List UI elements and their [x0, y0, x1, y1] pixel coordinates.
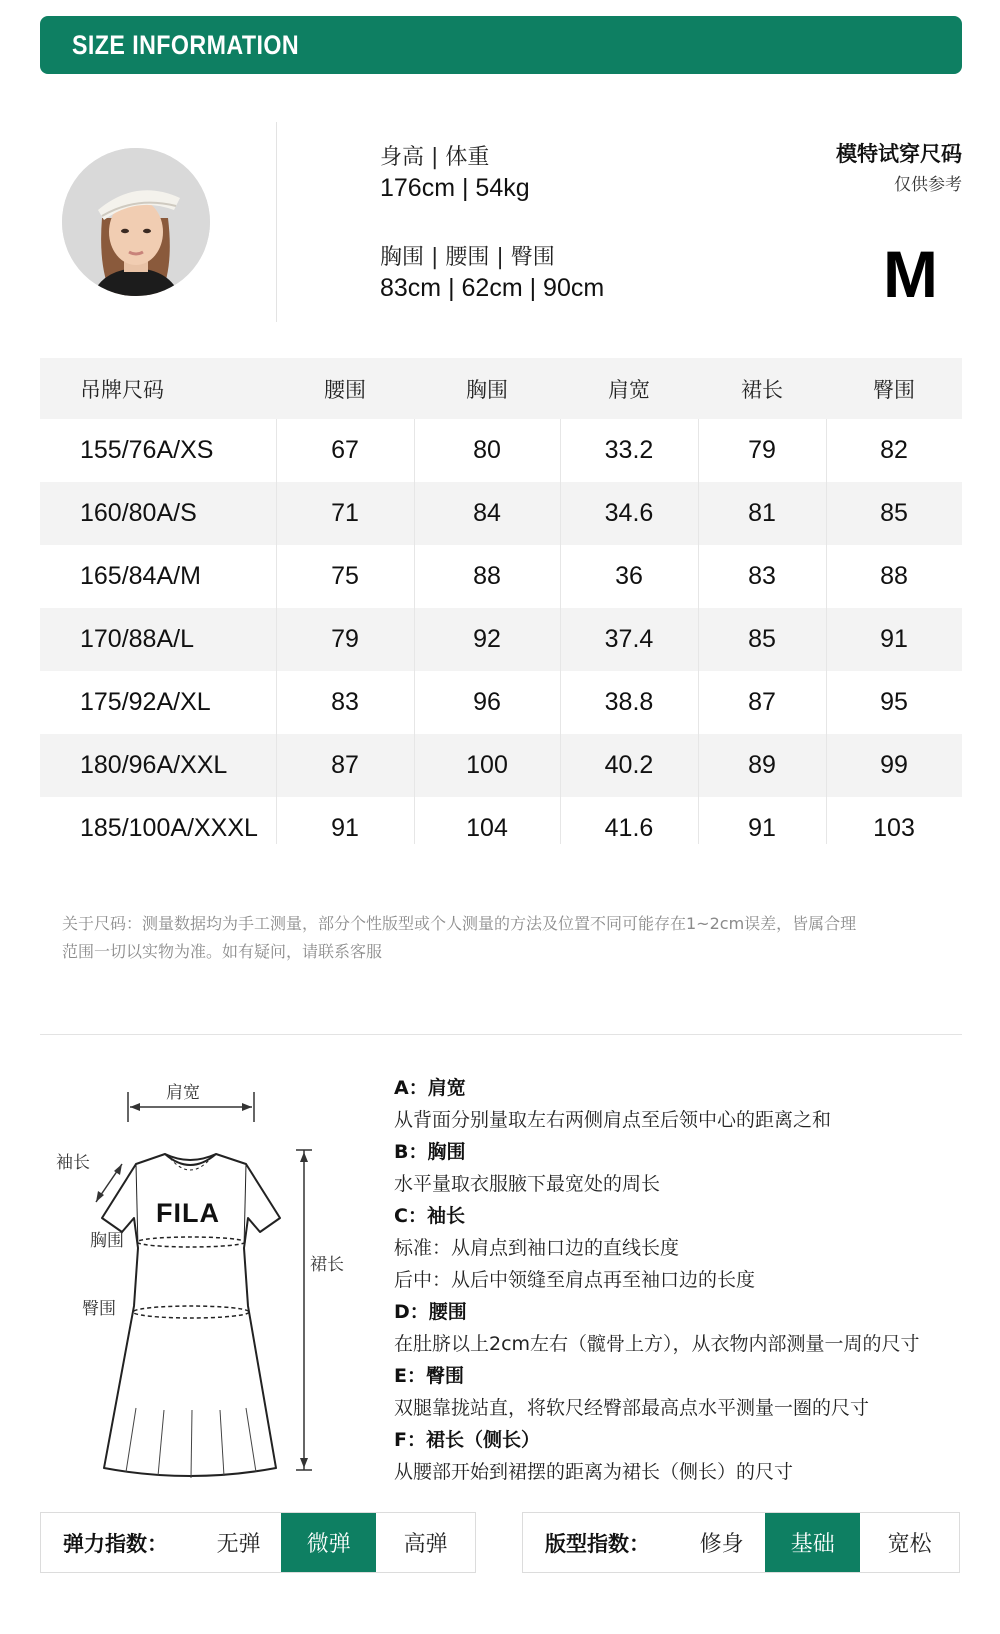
table-header-row: [40, 358, 962, 419]
table-cell-size: 170/88A/L: [80, 625, 194, 653]
fit-index-label: 版型指数：: [545, 1531, 650, 1556]
table-cell: 104: [466, 814, 508, 842]
diagram-label-hip: 臀围: [82, 1299, 116, 1319]
measurements-value: 83cm | 62cm | 90cm: [380, 274, 605, 302]
measurements-label: 胸围 | 腰围 | 臀围: [380, 245, 555, 270]
table-cell: 37.4: [604, 625, 654, 653]
model-avatar: [62, 148, 210, 296]
table-cell: 96: [473, 688, 501, 716]
definition-text: 从背面分别量取左右两侧肩点至后领中心的距离之和: [394, 1109, 832, 1131]
table-cell: 34.6: [604, 499, 654, 527]
definition-text: 水平量取衣服腋下最宽处的周长: [394, 1173, 661, 1195]
definition-text: 后中：从后中领缝至肩点再至袖口边的长度: [394, 1269, 756, 1291]
table-cell: 38.8: [604, 688, 654, 716]
fit-option-slim: 修身: [699, 1532, 744, 1557]
column-divider: [276, 419, 277, 844]
table-header-cell: 胸围: [466, 377, 508, 402]
fit-title: 模特试穿尺码: [836, 142, 962, 166]
table-cell: 89: [748, 751, 776, 779]
size-note: [62, 910, 962, 966]
diagram-label-length: 裙长: [310, 1255, 344, 1275]
table-cell: 67: [331, 436, 359, 464]
table-cell: 95: [880, 688, 908, 716]
table-cell: 83: [331, 688, 359, 716]
column-divider: [826, 419, 827, 844]
table-cell: 87: [748, 688, 776, 716]
table-cell: 88: [473, 562, 501, 590]
table-header-cell: 腰围: [324, 377, 366, 402]
table-cell-size: 175/92A/XL: [80, 688, 211, 716]
table-row: [40, 419, 962, 482]
column-divider: [560, 419, 561, 844]
table-cell: 91: [880, 625, 908, 653]
model-divider: [276, 122, 277, 322]
diagram-label-sleeve: 袖长: [56, 1153, 90, 1173]
table-header-cell: 臀围: [873, 377, 915, 402]
table-row: [40, 671, 962, 734]
dress-outline-icon: [40, 1078, 380, 1478]
table-cell-size: 185/100A/XXXL: [80, 814, 258, 842]
elasticity-index: [40, 1512, 476, 1573]
elasticity-option-high: 高弹: [403, 1532, 448, 1557]
table-row: [40, 545, 962, 608]
table-row: [40, 734, 962, 797]
table-cell: 41.6: [604, 814, 654, 842]
table-cell: 91: [748, 814, 776, 842]
definition-text: 从腰部开始到裙摆的距离为裙长（侧长）的尺寸: [394, 1461, 794, 1483]
table-cell: 87: [331, 751, 359, 779]
table-row: [40, 797, 962, 860]
section-divider: [40, 1034, 962, 1035]
definition-text: 双腿靠拢站直，将软尺经臀部最高点水平测量一圈的尺寸: [394, 1397, 870, 1419]
table-row: [40, 482, 962, 545]
table-cell: 91: [331, 814, 359, 842]
table-cell: 40.2: [604, 751, 654, 779]
height-weight-label: 身高 | 体重: [380, 145, 490, 170]
table-cell: 85: [880, 499, 908, 527]
definition-title: D：腰围: [394, 1301, 467, 1323]
table-cell-size: 155/76A/XS: [80, 436, 214, 464]
table-header-cell: 肩宽: [608, 377, 650, 402]
column-divider: [698, 419, 699, 844]
table-cell: 103: [873, 814, 915, 842]
table-cell: 33.2: [604, 436, 654, 464]
definition-text: 标准：从肩点到袖口边的直线长度: [394, 1237, 680, 1259]
table-cell: 79: [331, 625, 359, 653]
measurement-definitions: [394, 1072, 964, 1488]
fit-size: M: [883, 237, 938, 311]
table-cell-size: 165/84A/M: [80, 562, 201, 590]
definition-title: F：裙长（侧长）: [394, 1429, 540, 1451]
size-note-line: 范围一切以实物为准。如有疑问，请联系客服: [62, 942, 383, 961]
table-cell: 81: [748, 499, 776, 527]
table-cell: 79: [748, 436, 776, 464]
diagram-label-chest: 胸围: [90, 1231, 124, 1251]
table-row: [40, 608, 962, 671]
table-cell-size: 160/80A/S: [80, 499, 197, 527]
table-cell: 99: [880, 751, 908, 779]
fila-logo: FILA: [156, 1198, 220, 1228]
elasticity-label: 弹力指数：: [63, 1531, 168, 1556]
table-cell: 71: [331, 499, 359, 527]
diagram-label-shoulder: 肩宽: [166, 1083, 200, 1103]
size-table: [40, 358, 962, 860]
table-cell: 85: [748, 625, 776, 653]
table-cell: 36: [615, 562, 643, 590]
size-note-line: 关于尺码：测量数据均为手工测量，部分个性版型或个人测量的方法及位置不同可能存在1~2cm误差，皆属合理: [62, 914, 857, 933]
height-weight-value: 176cm | 54kg: [380, 174, 530, 202]
table-cell: 100: [466, 751, 508, 779]
definition-title: B：胸围: [394, 1141, 466, 1163]
table-cell: 80: [473, 436, 501, 464]
elasticity-option-slight: 微弹: [281, 1513, 376, 1572]
column-divider: [414, 419, 415, 844]
table-header-cell: 吊牌尺码: [80, 377, 164, 402]
fit-option-loose: 宽松: [887, 1532, 932, 1557]
fit-option-regular: 基础: [765, 1513, 860, 1572]
table-cell: 82: [880, 436, 908, 464]
table-cell: 83: [748, 562, 776, 590]
header-title: SIZE INFORMATION: [72, 30, 300, 60]
definition-title: E：臀围: [394, 1365, 464, 1387]
table-cell-size: 180/96A/XXL: [80, 751, 228, 779]
elasticity-option-none: 无弹: [216, 1532, 261, 1557]
fit-subtitle: 仅供参考: [894, 175, 962, 195]
definition-text: 在肚脐以上2cm左右（髋骨上方），从衣物内部测量一周的尺寸: [394, 1333, 920, 1355]
table-cell: 88: [880, 562, 908, 590]
table-cell: 92: [473, 625, 501, 653]
definition-title: A：肩宽: [394, 1077, 466, 1099]
measurement-diagram: [40, 1078, 380, 1478]
fit-index: [522, 1512, 960, 1573]
table-header-cell: 裙长: [741, 377, 783, 402]
definition-title: C：袖长: [394, 1205, 465, 1227]
table-cell: 75: [331, 562, 359, 590]
table-cell: 84: [473, 499, 501, 527]
